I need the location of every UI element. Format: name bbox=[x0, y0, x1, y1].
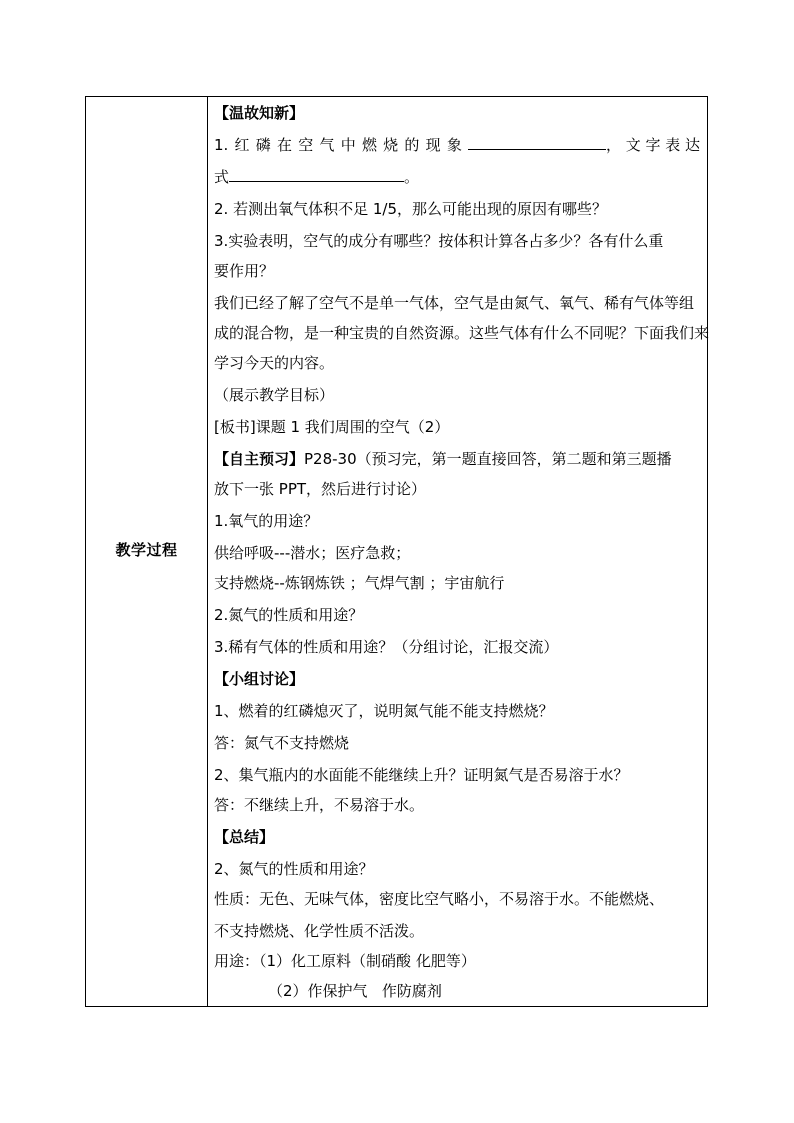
goals-note: （展示教学目标） bbox=[214, 386, 335, 404]
q1-char: 现 bbox=[425, 136, 441, 154]
preview-item3: 3.稀有气体的性质和用途？（分组讨论，汇报交流） bbox=[214, 638, 559, 656]
q1-char: 的 bbox=[404, 136, 420, 154]
preview-item1: 1.氧气的用途？ bbox=[214, 512, 319, 530]
review-q3-line2: 要作用？ bbox=[214, 262, 275, 280]
intro-line1: 我们已经了解了空气不是单一气体，空气是由氮气、氧气、稀有气体等组 bbox=[214, 294, 695, 312]
preview-heading-tail: P28-30（预习完，第一题直接回答，第二题和第三题播 bbox=[304, 450, 672, 468]
q1-char: 气 bbox=[319, 136, 335, 154]
q1-char: 空 bbox=[298, 136, 314, 154]
q1-tail-char: ， bbox=[606, 136, 622, 154]
lesson-table bbox=[85, 96, 708, 1007]
summary-prop-line2: 不支持燃烧、化学性质不活泼。 bbox=[214, 922, 425, 940]
q1-tail-char: 表 bbox=[665, 136, 681, 154]
review-heading: 【温故知新】 bbox=[214, 104, 305, 122]
q1-char: 磷 bbox=[255, 136, 271, 154]
q1-char: 在 bbox=[277, 136, 293, 154]
answer-blank bbox=[468, 135, 606, 150]
q1-tail-text bbox=[606, 135, 700, 155]
q1-char: 红 bbox=[234, 136, 250, 154]
preview-heading: 【自主预习】 bbox=[214, 450, 305, 468]
summary-use-line2: （2）作保护气 作防腐剂 bbox=[268, 982, 442, 1000]
column-divider bbox=[207, 97, 208, 1006]
summary-use-line1: 用途：（1）化工原料（制硝酸 化肥等） bbox=[214, 952, 476, 970]
q1-text bbox=[214, 135, 462, 155]
preview-item1-a: 供给呼吸---潜水；医疗急救； bbox=[214, 544, 411, 562]
review-q1-cont bbox=[214, 167, 700, 187]
discussion-heading: 【小组讨论】 bbox=[214, 670, 305, 688]
q1-end-text: 。 bbox=[404, 168, 420, 186]
preview-item2: 2.氮气的性质和用途？ bbox=[214, 606, 364, 624]
q1-char: 烧 bbox=[383, 136, 399, 154]
q1-tail-char: 文 bbox=[625, 136, 641, 154]
discussion-q2: 2、集气瓶内的水面能不能继续上升？证明氮气是否易溶于水？ bbox=[214, 766, 629, 784]
board-note: [板书]课题 1 我们周围的空气（2） bbox=[214, 418, 450, 436]
preview-line2: 放下一张 PPT，然后进行讨论） bbox=[214, 480, 427, 498]
preview-item1-b: 支持燃烧--炼钢炼铁 ；气焊气割 ；宇宙航行 bbox=[214, 574, 505, 592]
summary-heading: 【总结】 bbox=[214, 828, 275, 846]
summary-prop-line1: 性质：无色、无味气体，密度比空气略小，不易溶于水。不能燃烧、 bbox=[214, 890, 665, 908]
q1-cont-text: 式 bbox=[214, 168, 230, 186]
summary-item: 2、氮气的性质和用途？ bbox=[214, 860, 374, 878]
q1-tail-char: 达 bbox=[684, 136, 700, 154]
q1-tail-char: 字 bbox=[645, 136, 661, 154]
intro-line2: 成的混合物，是一种宝贵的自然资源。这些气体有什么不同呢？下面我们来 bbox=[214, 324, 710, 342]
preview-line1 bbox=[214, 449, 700, 469]
review-q3-line1: 3.实验表明，空气的成分有哪些？按体积计算各占多少？各有什么重 bbox=[214, 232, 664, 250]
discussion-q1: 1、燃着的红磷熄灭了，说明氮气能不能支持燃烧？ bbox=[214, 702, 554, 720]
row-label: 教学过程 bbox=[115, 541, 178, 559]
intro-line3: 学习今天的内容。 bbox=[214, 354, 335, 372]
q1-char: 燃 bbox=[361, 136, 377, 154]
review-q1 bbox=[214, 135, 700, 155]
q1-char: 1. bbox=[214, 136, 229, 154]
discussion-a1: 答：氮气不支持燃烧 bbox=[214, 734, 350, 752]
review-q2: 2. 若测出氧气体积不足 1/5，那么可能出现的原因有哪些？ bbox=[214, 200, 607, 218]
q1-char: 中 bbox=[340, 136, 356, 154]
discussion-a2: 答：不继续上升，不易溶于水。 bbox=[214, 796, 425, 814]
answer-blank bbox=[229, 167, 404, 182]
q1-char: 象 bbox=[446, 136, 462, 154]
